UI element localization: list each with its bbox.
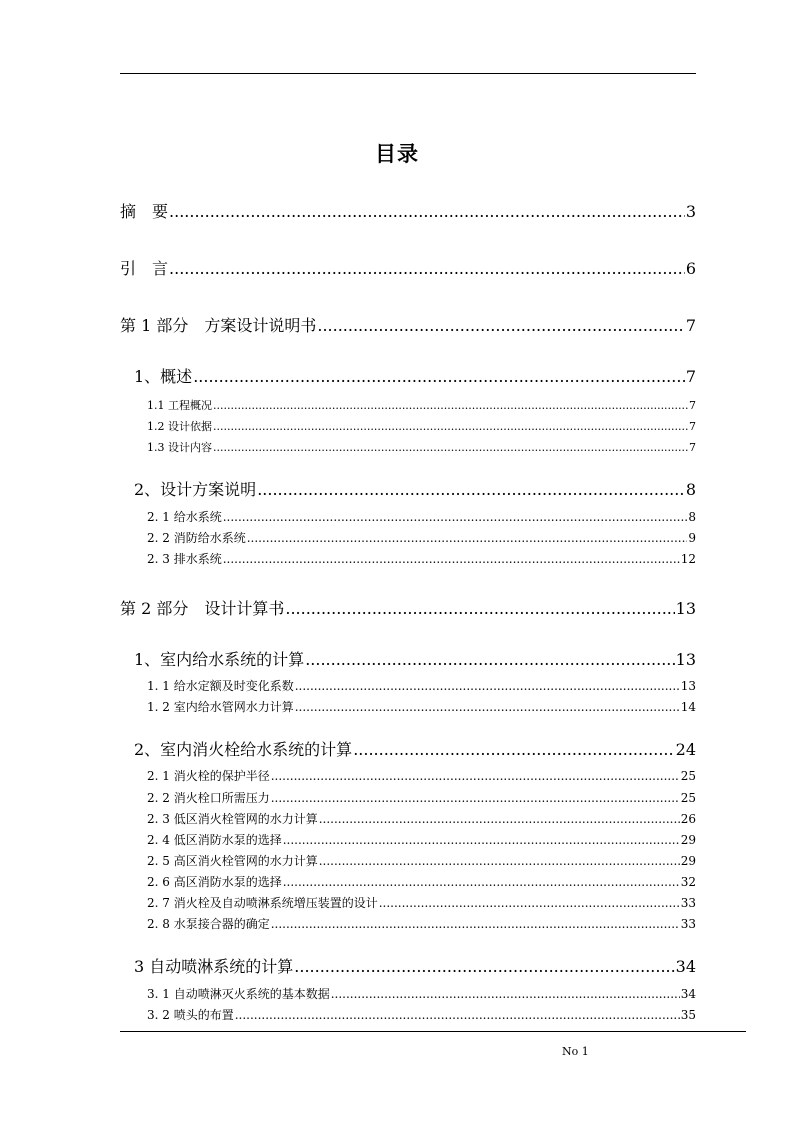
toc-leader (317, 316, 684, 335)
toc-label: 摘 要 (120, 202, 169, 221)
toc-leader (294, 957, 674, 976)
toc-label: 第 1 部分 方案设计说明书 (120, 316, 317, 335)
toc-page: 13 (675, 599, 696, 618)
toc-label: 2. 8 水泵接合器的确定 (147, 917, 270, 931)
toc-label: 2. 4 低区消防水泵的选择 (147, 833, 282, 847)
toc-label: 2. 7 消火栓及自动喷淋系统增压装置的设计 (147, 896, 378, 910)
toc-entry[interactable] (134, 954, 696, 977)
toc-leader (295, 700, 680, 714)
toc-entry[interactable] (147, 397, 696, 413)
toc-entry[interactable] (147, 873, 696, 890)
toc-page: 7 (685, 316, 696, 335)
toc-page: 12 (680, 552, 696, 566)
toc-page: 7 (685, 367, 696, 386)
toc-label: 1. 2 室内给水管网水力计算 (147, 700, 294, 714)
toc-leader (213, 399, 688, 412)
toc-label: 2. 3 排水系统 (147, 552, 222, 566)
toc-label: 2. 6 高区消防水泵的选择 (147, 875, 282, 889)
toc-entry[interactable] (147, 852, 696, 869)
toc-entry[interactable] (147, 418, 696, 434)
toc-leader (295, 679, 680, 693)
toc-page: 34 (675, 957, 696, 976)
toc-label: 2、室内消火栓给水系统的计算 (134, 740, 353, 759)
toc-entry[interactable] (134, 647, 696, 670)
toc-page: 34 (680, 987, 696, 1001)
toc-entry[interactable] (147, 894, 696, 911)
toc-entry[interactable] (147, 439, 696, 455)
toc-page: 25 (680, 791, 696, 805)
toc-leader (271, 769, 680, 783)
toc-entry[interactable] (134, 737, 696, 760)
toc-entry[interactable] (147, 767, 696, 784)
toc-label: 2. 1 消火栓的保护半径 (147, 769, 270, 783)
toc-page: 32 (680, 875, 696, 889)
toc-entry[interactable] (134, 477, 696, 500)
toc-entry[interactable] (147, 550, 696, 567)
toc-page: 24 (675, 740, 696, 759)
toc-page: 7 (689, 420, 696, 433)
toc-label: 1.1 工程概况 (147, 399, 212, 412)
footer-rule (120, 1031, 746, 1032)
toc-label: 2. 2 消防给水系统 (147, 531, 246, 545)
toc-page: 3 (685, 202, 696, 221)
toc-entry[interactable] (120, 596, 696, 619)
toc-label: 2. 2 消火栓口所需压力 (147, 791, 270, 805)
toc-page: 26 (680, 812, 696, 826)
toc-page: 7 (689, 441, 696, 454)
toc-leader (331, 987, 680, 1001)
toc-leader (235, 1008, 680, 1022)
toc-entry[interactable] (147, 831, 696, 848)
toc-page: 35 (680, 1008, 696, 1022)
toc-leader (353, 740, 674, 759)
toc-leader (319, 854, 680, 868)
toc-leader (379, 896, 680, 910)
toc-leader (257, 480, 685, 499)
toc-label: 第 2 部分 设计计算书 (120, 599, 285, 618)
toc-leader (283, 875, 680, 889)
toc-entry[interactable] (147, 789, 696, 806)
toc-page: 25 (680, 769, 696, 783)
toc-page: 7 (689, 399, 696, 412)
toc-page: 33 (680, 896, 696, 910)
toc-leader (285, 599, 674, 618)
toc-label: 2. 1 给水系统 (147, 510, 222, 524)
toc-page: 29 (680, 854, 696, 868)
toc-leader (213, 441, 688, 454)
toc-label: 3 自动喷淋系统的计算 (134, 957, 294, 976)
toc-entry[interactable] (120, 199, 696, 222)
toc-label: 2、设计方案说明 (134, 480, 257, 499)
toc-leader (271, 791, 680, 805)
toc-label: 3. 2 喷头的布置 (147, 1008, 234, 1022)
toc-entry[interactable] (147, 985, 696, 1002)
toc-leader (247, 531, 688, 545)
toc-page: 9 (688, 531, 696, 545)
toc-page: 6 (685, 259, 696, 278)
toc-entry[interactable] (147, 1006, 696, 1023)
toc-leader (169, 202, 685, 221)
toc-leader (271, 917, 680, 931)
toc-label: 2. 5 高区消火栓管网的水力计算 (147, 854, 318, 868)
toc-page: 8 (688, 510, 696, 524)
toc-leader (223, 510, 688, 524)
toc-entry[interactable] (134, 364, 696, 387)
toc-leader (213, 420, 688, 433)
toc-leader (169, 259, 685, 278)
page-number: No 1 (562, 1045, 589, 1058)
toc-page: 29 (680, 833, 696, 847)
toc-label: 3. 1 自动喷淋灭火系统的基本数据 (147, 987, 330, 1001)
toc-label: 1.2 设计依据 (147, 420, 212, 433)
toc-page: 13 (675, 650, 696, 669)
toc-leader (319, 812, 680, 826)
toc-entry[interactable] (120, 313, 696, 336)
toc-label: 2. 3 低区消火栓管网的水力计算 (147, 812, 318, 826)
toc-entry[interactable] (147, 508, 696, 525)
toc-label: 1、概述 (134, 367, 193, 386)
page-title: 目录 (375, 142, 419, 166)
toc-label: 1. 1 给水定额及时变化系数 (147, 679, 294, 693)
toc-label: 1、室内给水系统的计算 (134, 650, 305, 669)
toc-leader (193, 367, 685, 386)
toc-leader (305, 650, 674, 669)
toc-leader (223, 552, 680, 566)
toc-entry[interactable] (147, 915, 696, 932)
toc-label: 引 言 (120, 259, 169, 278)
toc-entry[interactable] (120, 256, 696, 279)
toc-entry[interactable] (147, 529, 696, 546)
toc-entry[interactable] (147, 810, 696, 827)
toc-page: 14 (680, 700, 696, 714)
toc-entry[interactable] (147, 698, 696, 715)
toc-entry[interactable] (147, 677, 696, 694)
toc-page: 8 (685, 480, 696, 499)
toc-leader (283, 833, 680, 847)
toc-page: 33 (680, 917, 696, 931)
toc-label: 1.3 设计内容 (147, 441, 212, 454)
toc-page: 13 (680, 679, 696, 693)
